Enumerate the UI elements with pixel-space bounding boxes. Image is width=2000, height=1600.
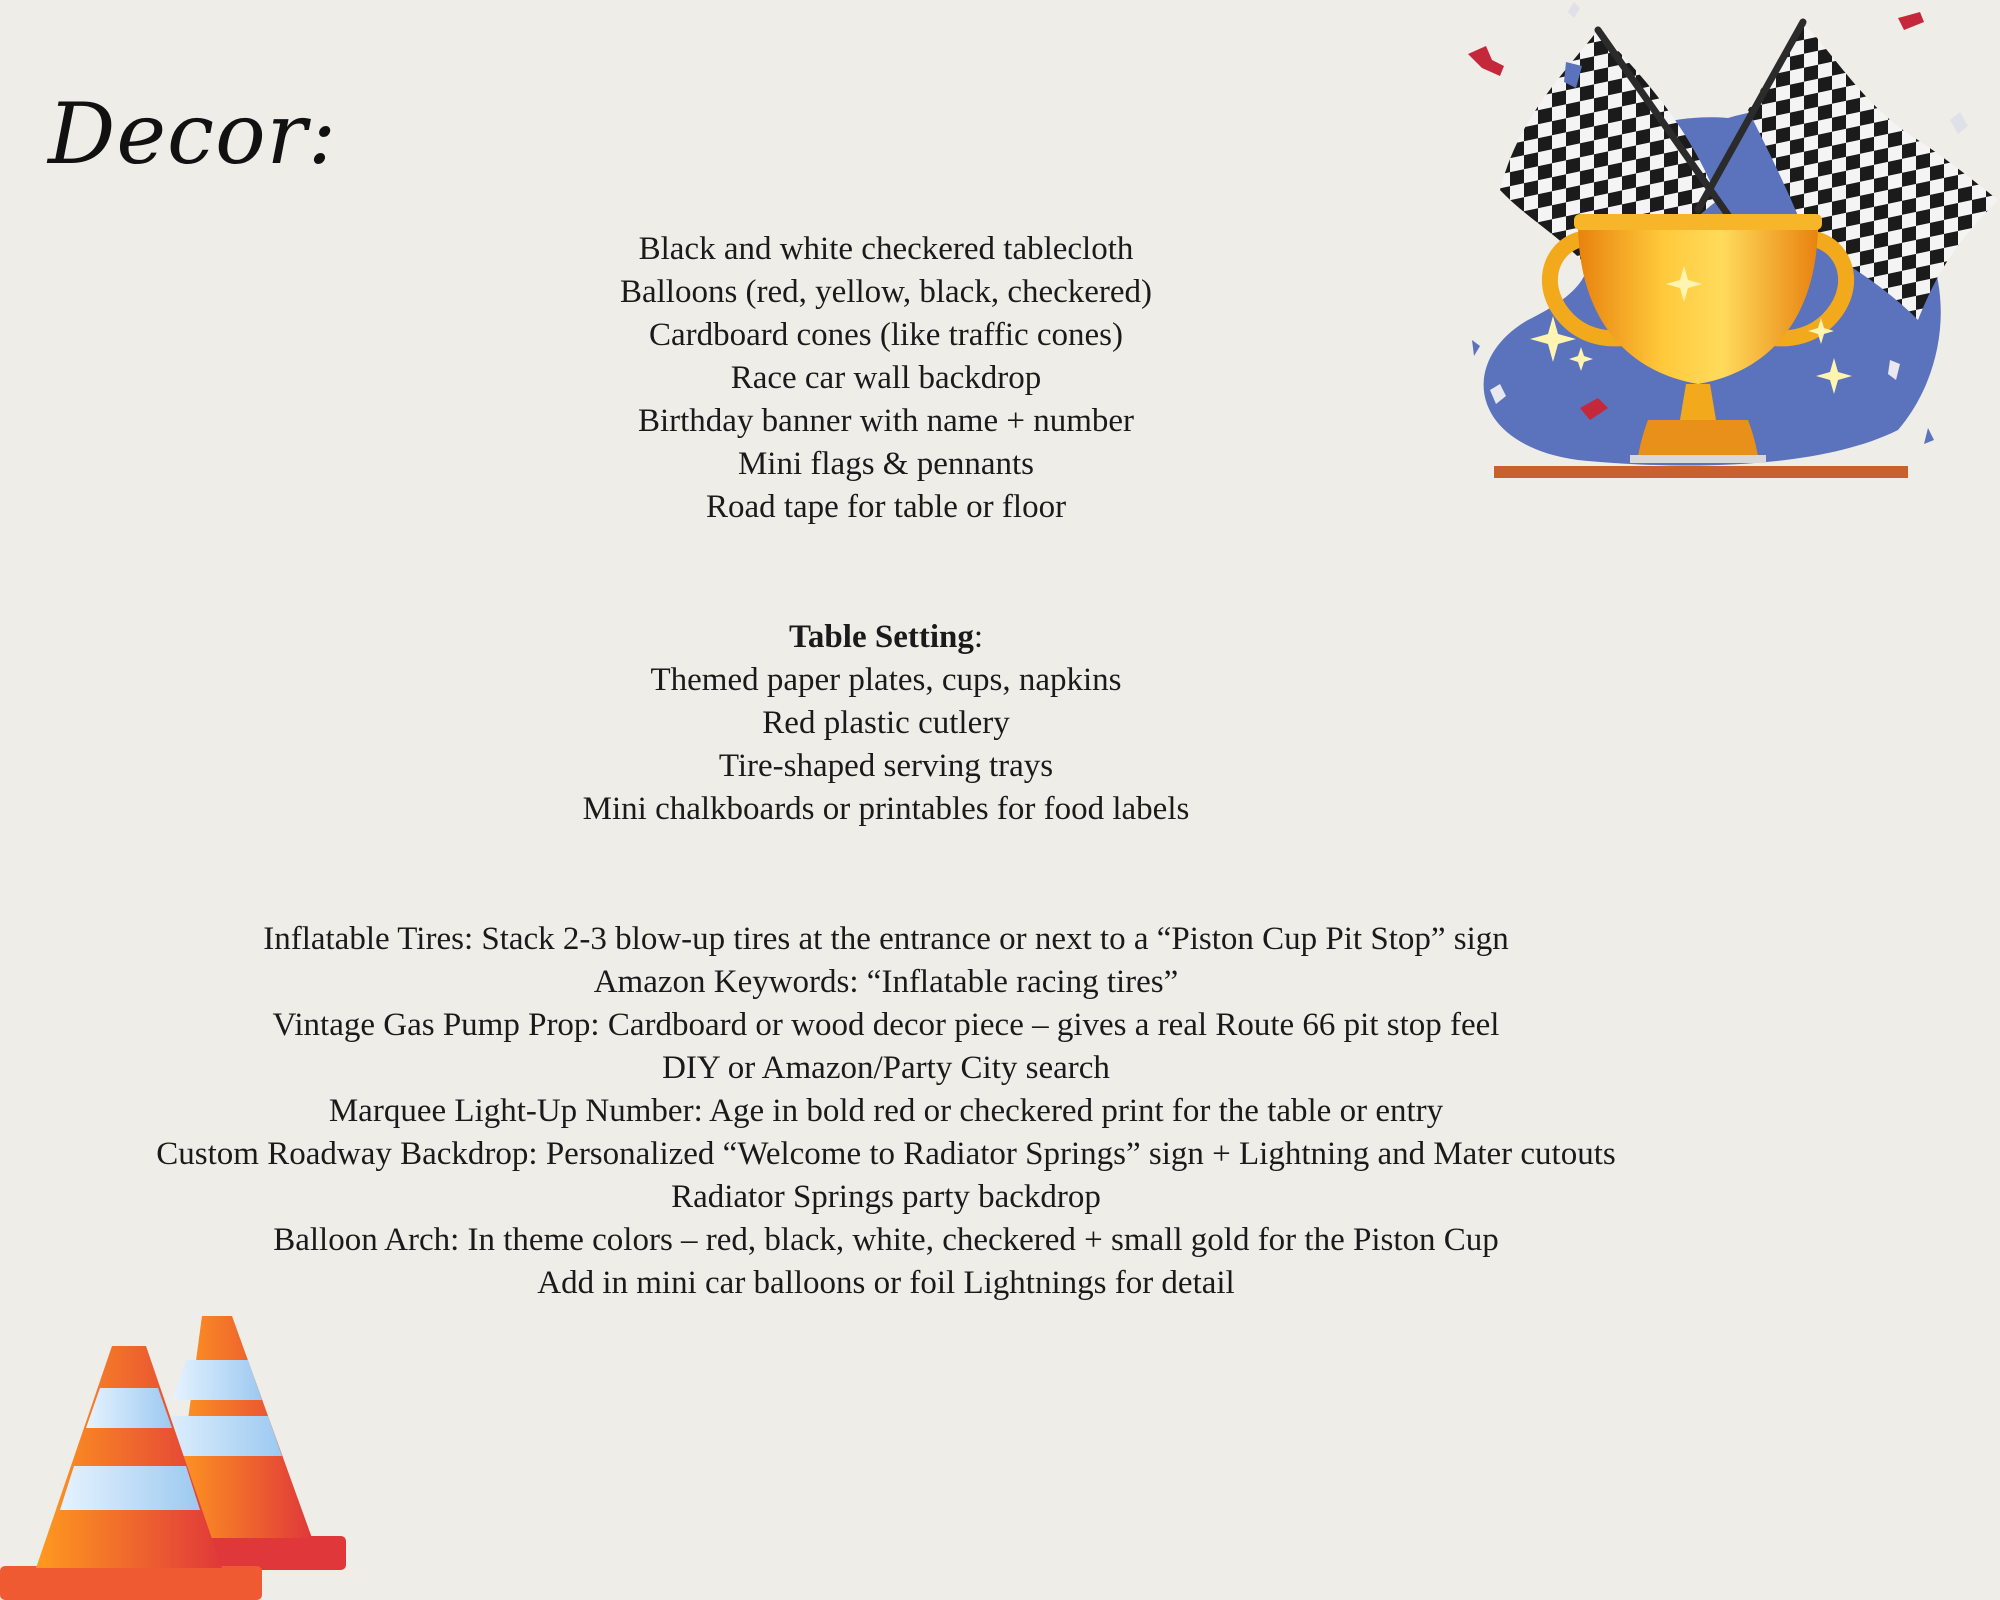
extras-item: Inflatable Tires: Stack 2-3 blow-up tires at the entrance or next to a “Piston Cup Pit Stop” sign [263,921,1509,957]
stage-bar [1494,466,1908,478]
extras-item: Balloon Arch: In theme colors – red, black, white, checkered + small gold for the Piston Cup [273,1222,1499,1258]
trophy-rim [1574,214,1822,230]
decor-item: Mini flags & pennants [737,446,1035,482]
table-setting-section [0,616,1772,831]
decor-item: Road tape for table or floor [705,489,1067,525]
decor-item: Cardboard cones (like traffic cones) [648,317,1124,353]
page-title: Decor: [48,85,338,183]
heading-colon: : [973,619,984,655]
extras-item: Vintage Gas Pump Prop: Cardboard or wood decor piece – gives a real Route 66 pit stop feel [272,1007,1500,1043]
trophy-base [1638,420,1758,456]
extras-item: Amazon Keywords: “Inflatable racing tires” [593,964,1179,1000]
trophy-base-plate [1630,455,1766,463]
traffic-cones-illustration [0,1310,350,1600]
extras-item: DIY or Amazon/Party City search [662,1050,1110,1086]
decor-item: Balloons (red, yellow, black, checkered) [619,274,1153,310]
table-setting-item: Themed paper plates, cups, napkins [650,662,1122,698]
table-setting-item: Mini chalkboards or printables for food labels [582,791,1190,827]
extras-item: Marquee Light-Up Number: Age in bold red or checkered print for the table or entry [328,1093,1444,1129]
extras-item: Add in mini car balloons or foil Lightnings for detail [537,1265,1235,1301]
extras-list [0,918,1772,1305]
table-setting-item: Tire-shaped serving trays [718,748,1054,784]
decor-item: Race car wall backdrop [730,360,1042,396]
decor-item: Black and white checkered tablecloth [638,231,1134,267]
table-setting-heading-line [0,616,1772,659]
table-setting-heading: Table Setting [788,619,974,655]
extras-item: Custom Roadway Backdrop: Personalized “Welcome to Radiator Springs” sign + Lightning and Mater cutouts [156,1136,1616,1172]
trophy-illustration [1398,0,2000,486]
table-setting-item: Red plastic cutlery [762,705,1010,741]
decor-item: Birthday banner with name + number [637,403,1135,439]
extras-item: Radiator Springs party backdrop [671,1179,1101,1215]
trophy-stem [1680,384,1716,420]
